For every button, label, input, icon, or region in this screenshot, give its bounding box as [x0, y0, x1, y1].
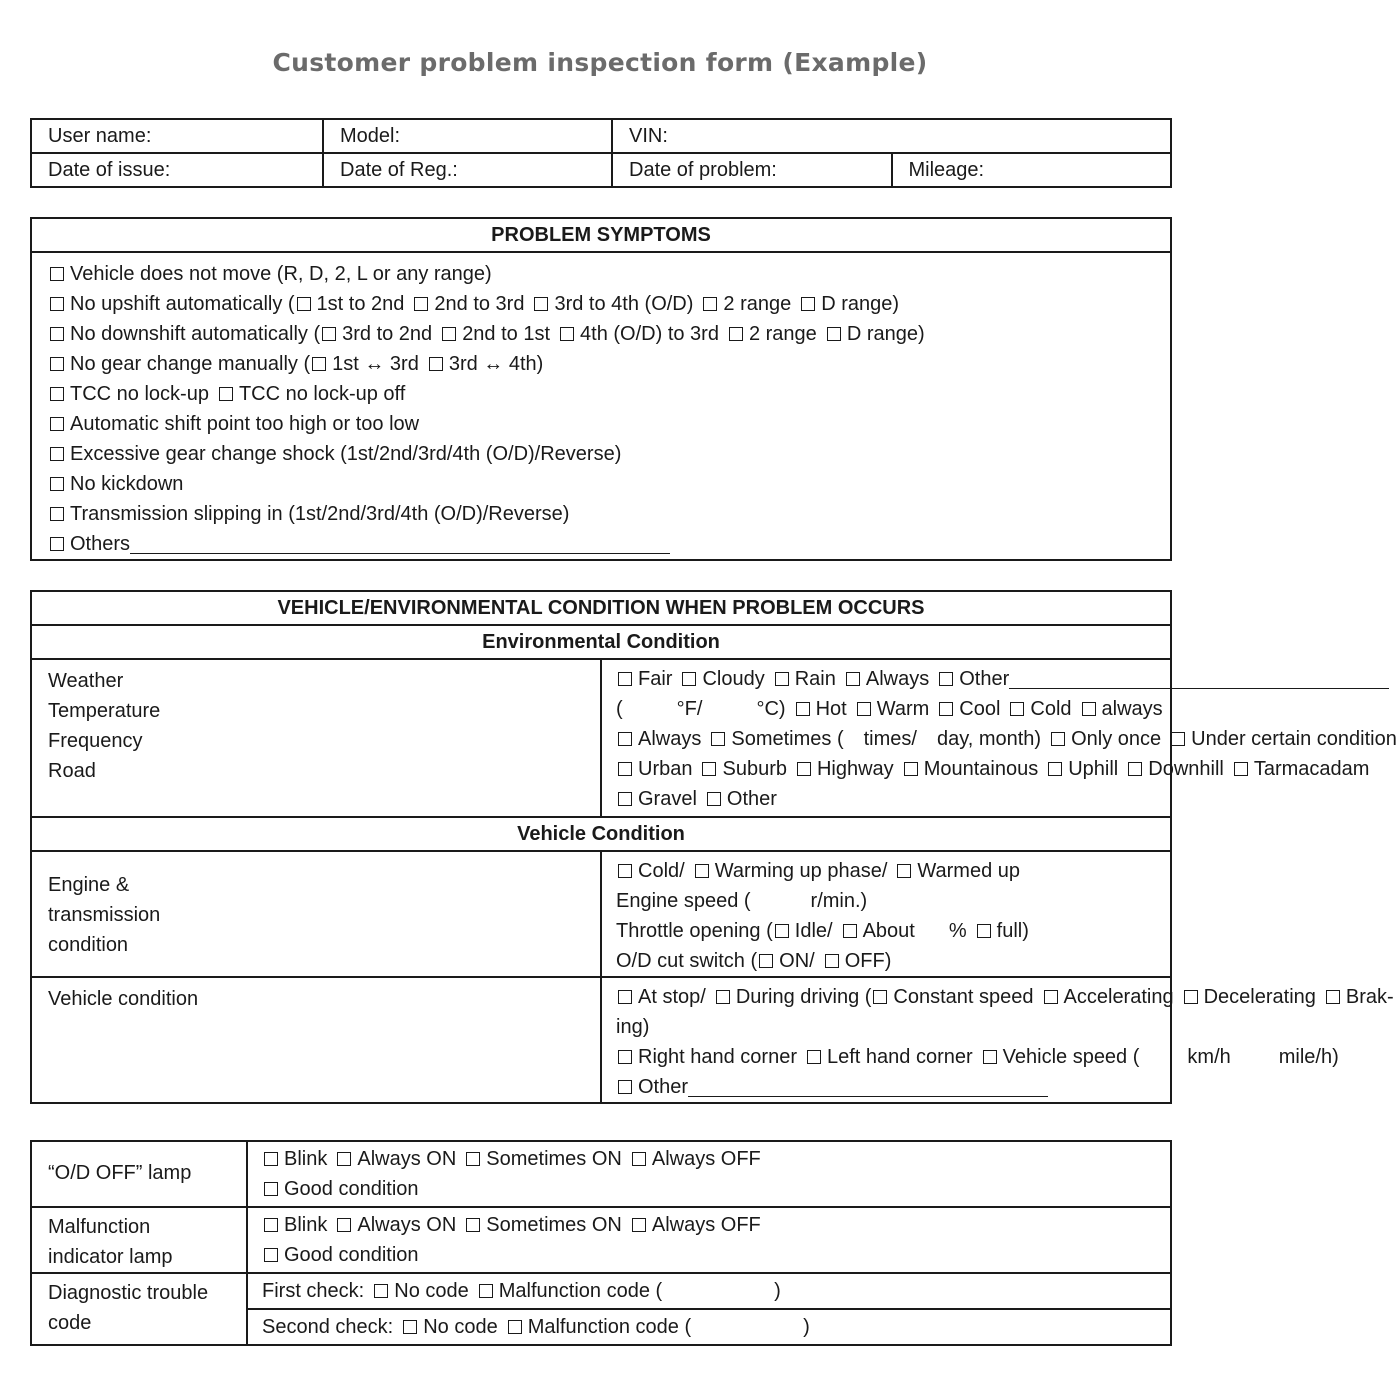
- checkbox[interactable]: [632, 1152, 646, 1166]
- option-label: Rain: [794, 668, 836, 690]
- temperature-label: Temperature: [48, 700, 161, 722]
- option-label: Highway: [816, 758, 894, 780]
- kmh-unit: km/h: [1187, 1046, 1231, 1068]
- checkbox[interactable]: [983, 1050, 997, 1064]
- option-label: Suburb: [722, 758, 787, 780]
- checkbox[interactable]: [618, 1050, 632, 1064]
- mil-label: Malfunction indicator lamp: [48, 1216, 173, 1268]
- checkbox[interactable]: [716, 990, 730, 1004]
- checkbox[interactable]: [711, 732, 725, 746]
- option-label: 1st to 2nd: [316, 293, 405, 315]
- mil-values: [247, 1207, 1171, 1273]
- checkbox[interactable]: [703, 297, 717, 311]
- symptom-tcc: [48, 379, 1170, 409]
- engine-speed-unit: r/min.): [810, 890, 868, 912]
- checkbox[interactable]: [50, 537, 64, 551]
- first-check-row: [247, 1273, 1171, 1309]
- option-label: Sometimes ON: [486, 1148, 622, 1170]
- checkbox[interactable]: [442, 327, 456, 341]
- second-check-row: [247, 1309, 1171, 1345]
- braking-continuation: [616, 1012, 1170, 1042]
- checkbox[interactable]: [337, 1152, 351, 1166]
- checkbox[interactable]: [1326, 990, 1340, 1004]
- option-label: Always: [865, 668, 930, 690]
- unit-c: °C): [756, 698, 786, 720]
- checkbox[interactable]: [1184, 990, 1198, 1004]
- option-label: At stop/: [638, 986, 706, 1008]
- checkbox[interactable]: [632, 1218, 646, 1232]
- checkbox[interactable]: [374, 1284, 388, 1298]
- option-label: Urban: [638, 758, 693, 780]
- checkbox[interactable]: [873, 990, 887, 1004]
- checkbox[interactable]: [414, 297, 428, 311]
- option-label: Always: [638, 728, 702, 750]
- date-of-issue-field[interactable]: [31, 153, 323, 187]
- mil-options: [262, 1210, 1170, 1240]
- mil-good: [262, 1240, 1170, 1270]
- mileage-label: Mileage:: [908, 159, 985, 181]
- checkbox[interactable]: [846, 672, 860, 686]
- option-label: Warm: [876, 698, 930, 720]
- option-label: OFF): [844, 950, 892, 972]
- checkbox[interactable]: [50, 417, 64, 431]
- option-label: Good condition: [284, 1244, 419, 1266]
- option-label: Accelerating: [1063, 986, 1174, 1008]
- option-label: No code: [394, 1280, 469, 1302]
- option-label: Idle/: [794, 920, 833, 942]
- checkbox[interactable]: [50, 297, 64, 311]
- checkbox[interactable]: [939, 672, 953, 686]
- option-label: Cold: [1030, 698, 1072, 720]
- option-label: 3rd to 4th (O/D): [554, 293, 694, 315]
- option-label: full): [996, 920, 1029, 942]
- option-label: always: [1101, 698, 1163, 720]
- checkbox[interactable]: [1234, 762, 1248, 776]
- checkbox[interactable]: [337, 1218, 351, 1232]
- option-label: 3rd to 2nd: [342, 323, 433, 345]
- checkbox[interactable]: [807, 1050, 821, 1064]
- option-label: Blink: [284, 1148, 328, 1170]
- date-of-problem-field[interactable]: [612, 153, 892, 187]
- od-cut-label: O/D cut switch (: [616, 950, 758, 972]
- option-label: Constant speed: [893, 986, 1034, 1008]
- checkbox[interactable]: [312, 357, 326, 371]
- period-label: day, month): [936, 728, 1042, 750]
- symptom-label: Vehicle does not move (R, D, 2, L or any range): [70, 263, 492, 285]
- environment-values: [601, 659, 1397, 817]
- checkbox[interactable]: [729, 327, 743, 341]
- checkbox[interactable]: [825, 954, 839, 968]
- checkbox[interactable]: [801, 297, 815, 311]
- checkbox[interactable]: [1048, 762, 1062, 776]
- symptoms-list: [31, 252, 1171, 560]
- date-of-reg-field[interactable]: [323, 153, 612, 187]
- paren: ): [774, 1280, 781, 1302]
- throttle-line: [616, 916, 1170, 946]
- checkbox[interactable]: [50, 357, 64, 371]
- option-label: Downhill: [1148, 758, 1224, 780]
- vin-field[interactable]: [612, 119, 1171, 153]
- throttle-label: Throttle opening (: [616, 920, 773, 942]
- checkbox[interactable]: [797, 762, 811, 776]
- option-label: ing): [616, 1016, 650, 1038]
- option-label: D range): [846, 323, 925, 345]
- checkbox[interactable]: [618, 672, 632, 686]
- lamp-table: [30, 1140, 1172, 1346]
- weather-other-input[interactable]: [1009, 670, 1389, 689]
- road-label: Road: [48, 760, 96, 782]
- symptom-shock: [48, 439, 1170, 469]
- paren: (: [616, 698, 623, 720]
- engine-label-cell: [31, 851, 601, 977]
- checkbox[interactable]: [759, 954, 773, 968]
- temperature-options: [616, 694, 1170, 724]
- engine-speed-line: [616, 886, 1170, 916]
- unit-f: °F/: [676, 698, 703, 720]
- option-label: 2 range: [723, 293, 792, 315]
- checkbox[interactable]: [264, 1218, 278, 1232]
- option-label: 2nd to 1st: [462, 323, 551, 345]
- symptom-label: Transmission slipping in (1st/2nd/3rd/4th (O/D)/Reverse): [70, 503, 570, 525]
- checkbox[interactable]: [827, 327, 841, 341]
- symptom-label: Others: [70, 533, 131, 555]
- checkbox[interactable]: [50, 327, 64, 341]
- symptom-no-move: [48, 259, 1170, 289]
- checkbox[interactable]: [618, 864, 632, 878]
- road-options-2: [616, 784, 1170, 814]
- problem-symptoms-table: [30, 217, 1172, 561]
- checkbox[interactable]: [50, 477, 64, 491]
- condition-table: [30, 590, 1397, 1104]
- option-label: Gravel: [638, 788, 697, 810]
- od-off-lamp-label: “O/D OFF” lamp: [48, 1162, 192, 1184]
- second-check-line: [262, 1312, 1170, 1342]
- option-label: 4th (O/D) to 3rd: [580, 323, 719, 345]
- checkbox[interactable]: [618, 732, 632, 746]
- symptom-label: TCC no lock-up: [70, 383, 209, 405]
- symptom-slipping: [48, 499, 1170, 529]
- road-options: [616, 754, 1370, 784]
- model-field[interactable]: [323, 119, 612, 153]
- symptom-label: No downshift automatically (: [70, 323, 321, 345]
- model-label: Model:: [340, 125, 401, 147]
- option-label: Other: [959, 668, 1010, 690]
- page-title: Customer problem inspection form (Example): [272, 48, 928, 77]
- checkbox[interactable]: [50, 507, 64, 521]
- option-label: 3rd ↔ 4th): [448, 353, 544, 375]
- checkbox[interactable]: [403, 1320, 417, 1334]
- vehicle-other-input[interactable]: [688, 1078, 1048, 1097]
- option-label: Cloudy: [702, 668, 765, 690]
- user-name-label: User name:: [48, 125, 152, 147]
- vehicle-condition-label: Vehicle condition: [48, 988, 199, 1010]
- option-label: 2nd to 3rd: [434, 293, 525, 315]
- checkbox[interactable]: [297, 297, 311, 311]
- vin-label: VIN:: [629, 125, 668, 147]
- checkbox[interactable]: [429, 357, 443, 371]
- engine-phase-options: [616, 856, 1170, 886]
- option-label: Decelerating: [1203, 986, 1316, 1008]
- checkbox[interactable]: [479, 1284, 493, 1298]
- option-label: Warming up phase/: [714, 860, 888, 882]
- symptom-no-kickdown: [48, 469, 1170, 499]
- option-label: Tarmacadam: [1253, 758, 1370, 780]
- checkbox[interactable]: [534, 297, 548, 311]
- option-label: Left hand corner: [826, 1046, 973, 1068]
- option-label: 2 range: [748, 323, 817, 345]
- others-input-line[interactable]: [130, 535, 670, 554]
- checkbox[interactable]: [50, 267, 64, 281]
- symptom-label: No gear change manually (: [70, 353, 311, 375]
- checkbox[interactable]: [1171, 732, 1185, 746]
- option-label: Hot: [815, 698, 847, 720]
- option-label: Warmed up: [917, 860, 1021, 882]
- checkbox[interactable]: [560, 327, 574, 341]
- option-label: Always OFF: [651, 1214, 761, 1236]
- checkbox[interactable]: [977, 924, 991, 938]
- first-check-label: First check:: [262, 1280, 365, 1302]
- vehicle-label-cell: [31, 977, 601, 1103]
- option-label: ON/: [779, 950, 815, 972]
- user-name-field[interactable]: [31, 119, 323, 153]
- option-label: Right hand corner: [638, 1046, 797, 1068]
- checkbox[interactable]: [50, 447, 64, 461]
- mileh-unit: mile/h): [1278, 1046, 1339, 1068]
- od-lamp-good: [262, 1174, 1170, 1204]
- option-label: Sometimes ON: [486, 1214, 622, 1236]
- option-label: About: [862, 920, 915, 942]
- problem-symptoms-heading: PROBLEM SYMPTOMS: [31, 218, 1171, 252]
- symptom-label: Automatic shift point too high or too low: [70, 413, 420, 435]
- second-check-label: Second check:: [262, 1316, 394, 1338]
- option-label: Always OFF: [651, 1148, 761, 1170]
- option-label: Cool: [959, 698, 1001, 720]
- dtc-label-cell: [31, 1273, 247, 1345]
- od-cut-line: [616, 946, 1170, 976]
- option-label: TCC no lock-up off: [238, 383, 406, 405]
- checkbox[interactable]: [904, 762, 918, 776]
- condition-heading: VEHICLE/ENVIRONMENTAL CONDITION WHEN PROBLEM OCCURS: [31, 591, 1171, 625]
- option-label: Other: [638, 1076, 689, 1098]
- symptom-label: No kickdown: [70, 473, 184, 495]
- date-of-issue-label: Date of issue:: [48, 159, 171, 181]
- checkbox[interactable]: [264, 1182, 278, 1196]
- driving-options: [616, 982, 1394, 1012]
- checkbox[interactable]: [775, 924, 789, 938]
- checkbox[interactable]: [939, 702, 953, 716]
- date-of-reg-label: Date of Reg.:: [340, 159, 458, 181]
- option-label: Uphill: [1068, 758, 1119, 780]
- option-label: Only once: [1071, 728, 1162, 750]
- checkbox[interactable]: [775, 672, 789, 686]
- checkbox[interactable]: [219, 387, 233, 401]
- frequency-label: Frequency: [48, 730, 143, 752]
- checkbox[interactable]: [466, 1152, 480, 1166]
- customer-info-table: [30, 118, 1172, 188]
- symptom-no-manual-change: [48, 349, 1170, 379]
- option-label: Malfunction code (: [498, 1280, 663, 1302]
- checkbox[interactable]: [1128, 762, 1142, 776]
- symptom-label: Excessive gear change shock (1st/2nd/3rd/4th (O/D)/Reverse): [70, 443, 622, 465]
- checkbox[interactable]: [1082, 702, 1096, 716]
- checkbox[interactable]: [618, 792, 632, 806]
- option-label: Other: [726, 788, 777, 810]
- frequency-options: [616, 724, 1397, 754]
- corner-options: [616, 1042, 1339, 1072]
- od-lamp-values: [247, 1141, 1171, 1207]
- option-label: 1st ↔ 3rd: [332, 353, 419, 375]
- checkbox[interactable]: [695, 864, 709, 878]
- checkbox[interactable]: [618, 762, 632, 776]
- option-label: Cold/: [638, 860, 685, 882]
- option-label: D range): [821, 293, 900, 315]
- checkbox[interactable]: [466, 1218, 480, 1232]
- checkbox[interactable]: [702, 762, 716, 776]
- mil-label-cell: [31, 1207, 247, 1273]
- option-label: Mountainous: [923, 758, 1039, 780]
- symptom-shift-point: [48, 409, 1170, 439]
- checkbox[interactable]: [264, 1248, 278, 1262]
- weather-label: Weather: [48, 670, 124, 692]
- times-label: times/: [863, 728, 917, 750]
- checkbox[interactable]: [682, 672, 696, 686]
- option-label: Fair: [638, 668, 673, 690]
- checkbox[interactable]: [508, 1320, 522, 1334]
- option-label: Always ON: [357, 1148, 457, 1170]
- engine-values: [601, 851, 1171, 977]
- checkbox[interactable]: [618, 1080, 632, 1094]
- engine-transmission-label: Engine & transmission condition: [48, 874, 161, 956]
- weather-options: [616, 664, 1170, 694]
- option-label: Under certain condition: [1191, 728, 1397, 750]
- environmental-condition-heading: Environmental Condition: [31, 625, 1171, 659]
- option-label: During driving (: [735, 986, 872, 1008]
- symptom-label: No upshift automatically (: [70, 293, 295, 315]
- percent-sign: %: [948, 920, 967, 942]
- od-lamp-label-cell: [31, 1141, 247, 1207]
- checkbox[interactable]: [897, 864, 911, 878]
- checkbox[interactable]: [618, 990, 632, 1004]
- first-check-line: [262, 1276, 1170, 1306]
- dtc-label: Diagnostic trouble code: [48, 1282, 209, 1334]
- checkbox[interactable]: [264, 1152, 278, 1166]
- mileage-field[interactable]: [892, 153, 1172, 187]
- environment-labels: [31, 659, 601, 817]
- od-lamp-options: [262, 1144, 1170, 1174]
- vehicle-condition-heading: Vehicle Condition: [31, 817, 1171, 851]
- symptom-others: [48, 529, 1170, 559]
- symptom-no-upshift: [48, 289, 1170, 319]
- paren: ): [803, 1316, 810, 1338]
- vehicle-other-line: [616, 1072, 1170, 1102]
- checkbox[interactable]: [796, 702, 810, 716]
- option-label: No code: [423, 1316, 498, 1338]
- engine-speed-label: Engine speed (: [616, 890, 751, 912]
- checkbox[interactable]: [857, 702, 871, 716]
- checkbox[interactable]: [843, 924, 857, 938]
- option-label: Brak-: [1345, 986, 1394, 1008]
- checkbox[interactable]: [1010, 702, 1024, 716]
- symptom-no-downshift: [48, 319, 1170, 349]
- option-label: Blink: [284, 1214, 328, 1236]
- checkbox[interactable]: [50, 387, 64, 401]
- option-label: Vehicle speed (: [1002, 1046, 1140, 1068]
- option-label: Always ON: [357, 1214, 457, 1236]
- option-label: Good condition: [284, 1178, 419, 1200]
- vehicle-values: [601, 977, 1394, 1103]
- option-label: Sometimes (: [731, 728, 844, 750]
- checkbox[interactable]: [322, 327, 336, 341]
- checkbox[interactable]: [1051, 732, 1065, 746]
- option-label: Malfunction code (: [527, 1316, 692, 1338]
- checkbox[interactable]: [707, 792, 721, 806]
- checkbox[interactable]: [1044, 990, 1058, 1004]
- date-of-problem-label: Date of problem:: [629, 159, 777, 181]
